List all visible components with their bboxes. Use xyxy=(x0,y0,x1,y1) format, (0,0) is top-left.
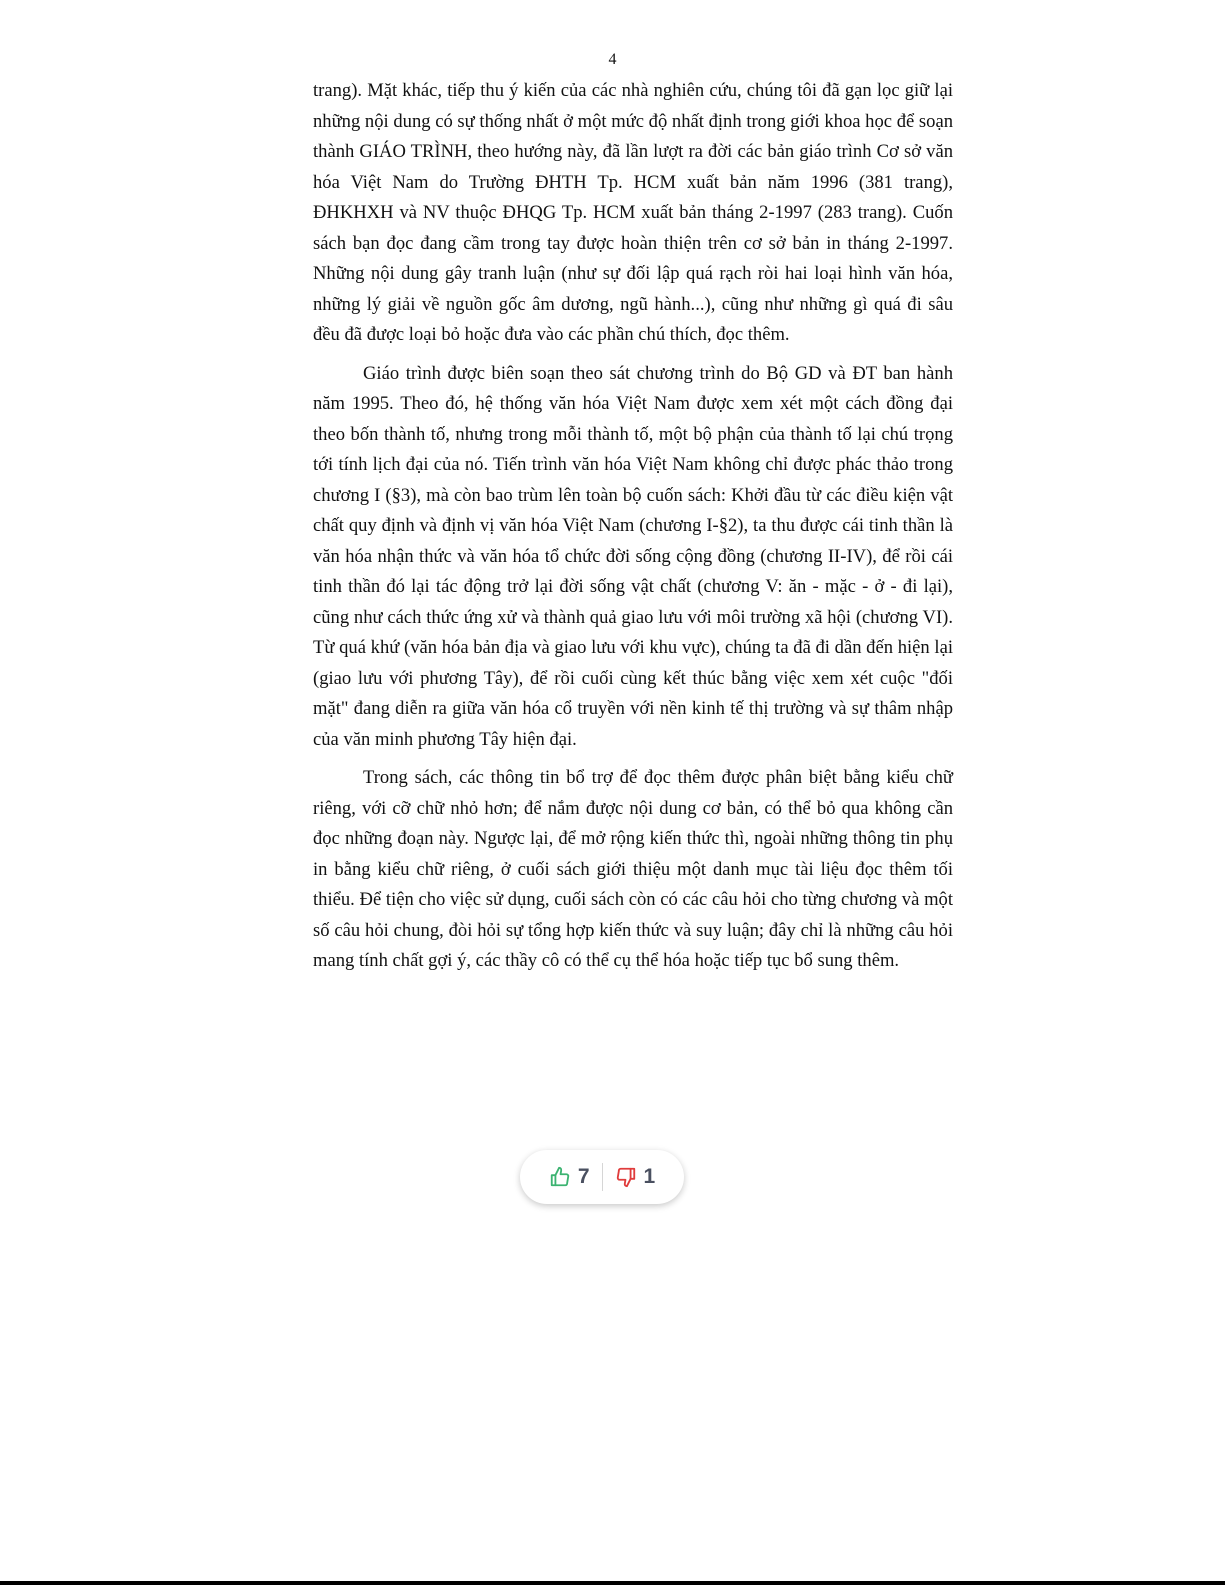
document-body xyxy=(313,76,953,985)
vote-widget xyxy=(520,1150,684,1204)
page-number: 4 xyxy=(608,51,617,68)
downvote-count: 1 xyxy=(643,1165,656,1188)
thumbs-down-icon xyxy=(615,1166,637,1188)
upvote-count: 7 xyxy=(577,1165,590,1188)
paragraph-3: Trong sách, các thông tin bổ trợ để đọc thêm được phân biệt bằng kiểu chữ riêng, với cỡ chữ nhỏ hơn; để nắm được nội dung cơ bản, có thể bỏ qua không cần đọc những đoạn này. Ngược lại, để mở rộng kiến thức thì, ngoài những thông tin phụ in bằng kiểu chữ riêng, ở cuối sách giới thiệu một danh mục tài liệu đọc thêm tối thiểu. Để tiện cho việc sử dụng, cuối sách còn có các câu hỏi cho từng chương và một số câu hỏi chung, đòi hỏi sự tổng hợp kiến thức và suy luận; đây chỉ là những câu hỏi mang tính chất gợi ý, các thầy cô có thể cụ thể hóa hoặc tiếp tục bổ sung thêm. xyxy=(313,767,953,971)
downvote-button[interactable] xyxy=(603,1165,668,1189)
paragraph-1: trang). Mặt khác, tiếp thu ý kiến của các nhà nghiên cứu, chúng tôi đã gạn lọc giữ lại những nội dung có sự thống nhất ở một mức độ nhất định trong giới khoa học để soạn thành GIÁO TRÌNH, theo hướng này, đã lần lượt ra đời các bản giáo trình Cơ sở văn hóa Việt Nam do Trường ĐHTH Tp. HCM xuất bản năm 1996 (381 trang), ĐHKHXH và NV thuộc ĐHQG Tp. HCM xuất bản tháng 2-1997 (283 trang). Cuốn sách bạn đọc đang cầm trong tay được hoàn thiện trên cơ sở bản in tháng 2-1997. Những nội dung gây tranh luận (như sự đối lập quá rạch ròi hai loại hình văn hóa, những lý giải về nguồn gốc âm dương, ngũ hành...), cũng như những gì quá đi sâu đều đã được loại bỏ hoặc đưa vào các phần chú thích, đọc thêm. xyxy=(313,80,953,345)
upvote-button[interactable] xyxy=(537,1165,602,1189)
bottom-border xyxy=(0,1581,1225,1585)
thumbs-up-icon xyxy=(549,1166,571,1188)
paragraph-2: Giáo trình được biên soạn theo sát chương trình do Bộ GD và ĐT ban hành năm 1995. Theo đó, hệ thống văn hóa Việt Nam được xem xét một cách đồng đại theo bốn thành tố, nhưng trong mỗi thành tố, một bộ phận của thành tố lại chú trọng tới tính lịch đại của nó. Tiến trình văn hóa Việt Nam không chỉ được phác thảo trong chương I (§3), mà còn bao trùm lên toàn bộ cuốn sách: Khởi đầu từ các điều kiện vật chất quy định và định vị văn hóa Việt Nam (chương I-§2), ta thu được cái tinh thần là văn hóa nhận thức và văn hóa tổ chức đời sống cộng đồng (chương II-IV), để rồi cái tinh thần đó lại tác động trở lại đời sống vật chất (chương V: ăn - mặc - ở - đi lại), cũng như cách thức ứng xử và thành quả giao lưu với môi trường xã hội (chương VI). Từ quá khứ (văn hóa bản địa và giao lưu với khu vực), chúng ta đã đi dần đến hiện lại (giao lưu với phương Tây), để rồi cuối cùng kết thúc bằng việc xem xét cuộc "đối mặt" đang diễn ra giữa văn hóa cổ truyền với nền kinh tế thị trường và sự thâm nhập của văn minh phương Tây hiện đại. xyxy=(313,362,953,750)
